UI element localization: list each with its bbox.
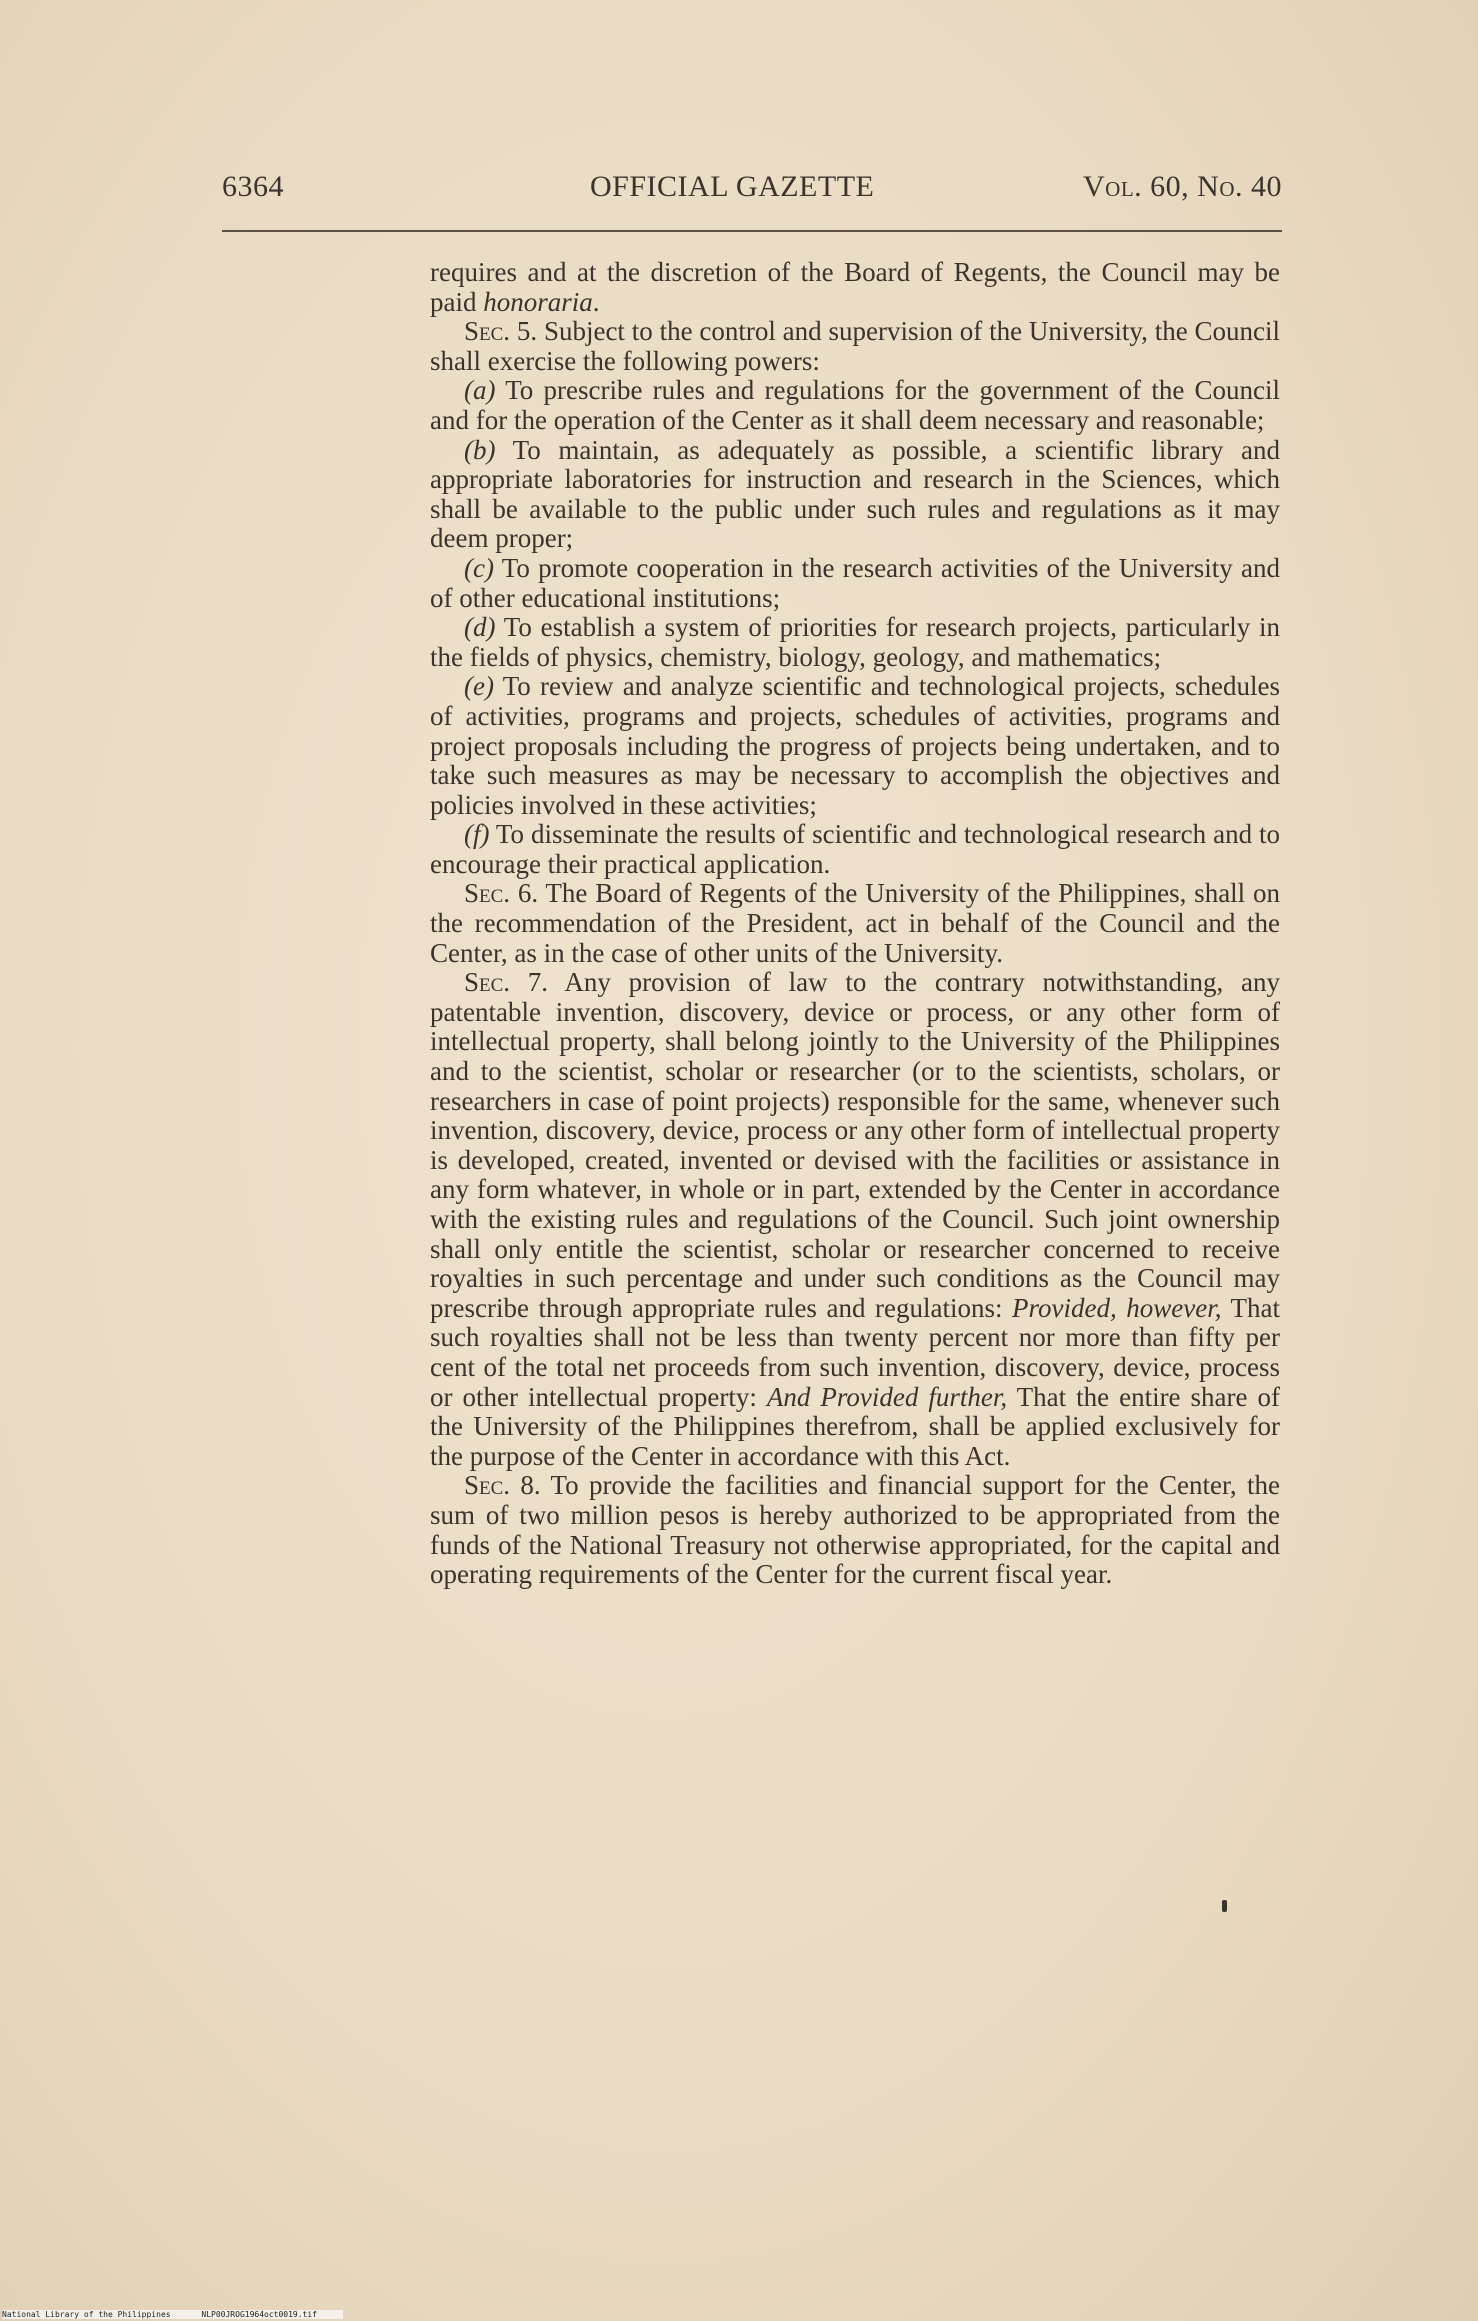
publication-title: OFFICIAL GAZETTE [590, 170, 875, 203]
section-label: Sec. 8. [464, 1470, 541, 1501]
scan-footer [2, 2310, 343, 2319]
clause-a: (a) To prescribe rules and regulations for the government of the Council and for the operation of the Center as it shall deem necessary and reasonable; [430, 375, 1280, 435]
volume-number: Vol. 60, No. 40 [1083, 170, 1282, 203]
section-label: Sec. 5. [464, 316, 538, 347]
clause-c: (c) To promote cooperation in the research activities of the University and of other educational institutions; [430, 552, 1280, 613]
body-text [430, 258, 1280, 1590]
scan-filename: NLP00JROG1964oct0019.tif [201, 2310, 317, 2319]
section-label: Sec. 7. [464, 967, 549, 998]
page-number: 6364 [222, 170, 284, 203]
section-7: Sec. 7. Any provision of law to the contrary notwithstanding, any patentable invention, discovery, device or process, or any other form of intellectual property, shall belong jointly to the University of the Philippines and to the scientist, scholar or researcher (or to the scientists, scholars, or researchers in case of point projects) responsible for the same, whenever such invention, discovery, device, process or any other form of intellectual property is developed, created, invented or devised with the facilities or assistance in any form whatever, in whole or in part, extended by the Center in accordance with the existing rules and regulations of the Council. Such joint ownership shall only entitle the scientist, scholar or researcher concerned to receive royalties in such percentage and under such conditions as the Council may prescribe through appropriate rules and regulations: Provided, however, That such royalties shall not be less than twenty percent nor more than fifty per cent of the total net proceeds from such invention, discovery, device, process or other intellectual property: And Provided further, That the entire share of the University of the Philippines therefrom, shall be applied exclusively for the purpose of the Center in accordance with this Act. [430, 967, 1281, 1471]
clause-f: (f) To disseminate the results of scientific and technological research and to encourage their practical application. [430, 819, 1280, 879]
section-6: Sec. 6. The Board of Regents of the University of the Philippines, shall on the recommendation of the President, act in behalf of the Council and the Center, as in the case of other units of the University. [430, 878, 1280, 968]
clause-e: (e) To review and analyze scientific and technological projects, schedules of activities, programs and projects, schedules of activities, programs and project proposals including the progress of projects being undertaken, and to take such measures as may be necessary to accomplish the objectives and policies involved in these activities; [430, 671, 1280, 820]
library-credit: National Library of the Philippines [2, 2310, 171, 2319]
clause-d: (d) To establish a system of priorities for research projects, particularly in the fields of physics, chemistry, biology, geology, and mathematics; [430, 612, 1280, 672]
section-5: Sec. 5. Subject to the control and supervision of the University, the Council shall exercise the following powers: [430, 316, 1281, 376]
ink-mark [1222, 1900, 1227, 1912]
page-header [222, 170, 1282, 216]
section-label: Sec. 6. [464, 878, 539, 909]
section-8: Sec. 8. To provide the facilities and financial support for the Center, the sum of two million pesos is hereby authorized to be appropriated from the funds of the National Treasury not otherwise appropriated, for the capital and operating requirements of the Center for the current fiscal year. [430, 1470, 1280, 1590]
clause-b: (b) To maintain, as adequately as possible, a scientific library and appropriate laboratories for instruction and research in the Sciences, which shall be available to the public under such rules and regulations as it may deem proper; [430, 434, 1280, 554]
paragraph-continuation: requires and at the discretion of the Board of Regents, the Council may be paid honoraria. [430, 257, 1280, 317]
header-rule [222, 230, 1282, 232]
